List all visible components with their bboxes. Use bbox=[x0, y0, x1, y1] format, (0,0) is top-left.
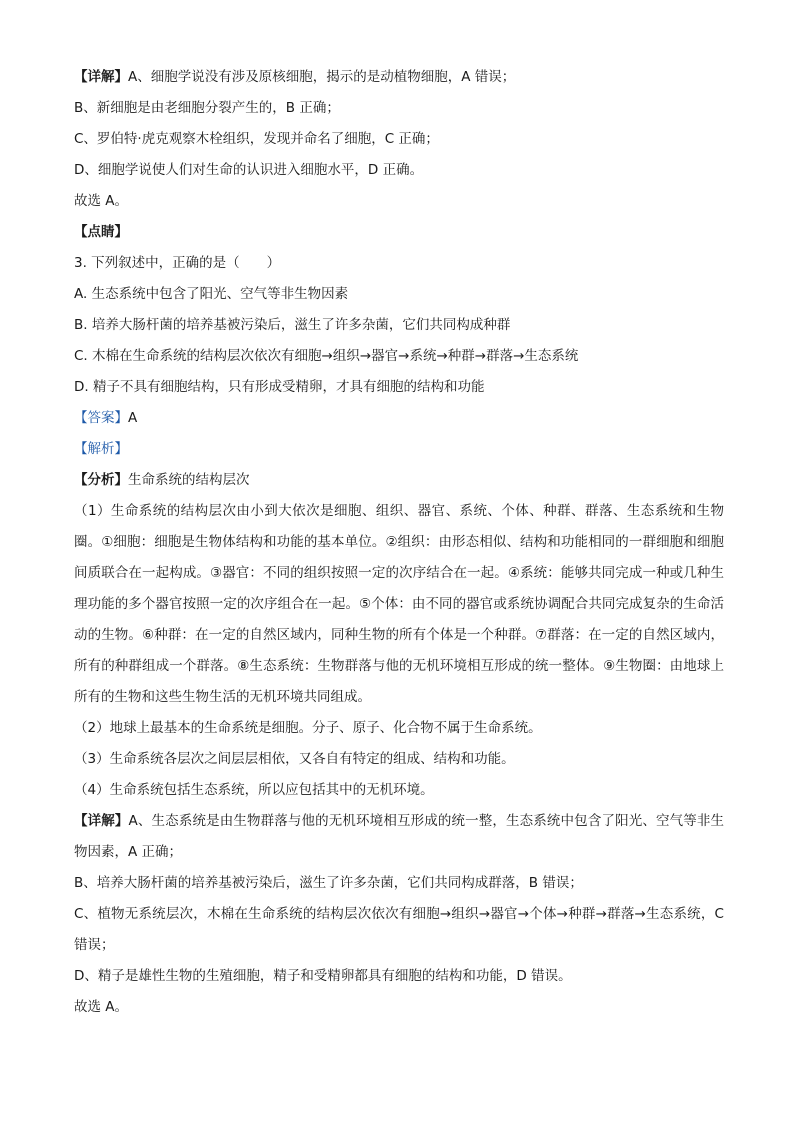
analysis-paragraph-1: （1）生命系统的结构层次由小到大依次是细胞、组织、器官、系统、个体、种群、群落、生态系统和生物圈。①细胞：细胞是生物体结构和功能的基本单位。②组织：由形态相似、结构和功能相同的一群细胞和细胞间质联合在一起构成。③器官：不同的组织按照一定的次序结合在一起。④系统：能够共同完成一种或几种生理功能的多个器官按照一定的次序组合在一起。⑤个体：由不同的器官或系统协调配合共同完成复杂的生命活动的生物。⑥种群：在一定的自然区域内，同种生物的所有个体是一个种群。⑦群落：在一定的自然区域内，所有的种群组成一个群落。⑧生态系统：生物群落与他的无机环境相互形成的统一整体。⑨生物圈：由地球上所有的生物和这些生物生活的无机环境共同组成。 bbox=[74, 503, 724, 705]
prev-detail-line-d: D、细胞学说使人们对生命的认识进入细胞水平，D 正确。 bbox=[74, 162, 424, 178]
detail-tag: 【详解】 bbox=[74, 813, 129, 829]
prev-detail-line-b: B、新细胞是由老细胞分裂产生的，B 正确； bbox=[74, 100, 340, 116]
question-option-c: C. 木棉在生命系统的结构层次依次有细胞→组织→器官→系统→种群→群落→生态系统 bbox=[74, 348, 579, 364]
question-option-d: D. 精子不具有细胞结构，只有形成受精卵，才具有细胞的结构和功能 bbox=[74, 379, 485, 395]
detail-line-c: C、植物无系统层次，木棉在生命系统的结构层次依次有细胞→组织→器官→个体→种群→群落→生态系统，C 错误； bbox=[74, 906, 724, 953]
analysis-paragraph-2: （2）地球上最基本的生命系统是细胞。分子、原子、化合物不属于生命系统。 bbox=[74, 720, 542, 736]
prev-detail-line-a bbox=[74, 62, 724, 93]
answer-tag: 【答案】 bbox=[74, 410, 128, 426]
analysis-paragraph-4: （4）生命系统包括生态系统，所以应包括其中的无机环境。 bbox=[74, 782, 434, 798]
analysis-title-line bbox=[74, 465, 724, 496]
prev-detail-text-a: A、细胞学说没有涉及原核细胞，揭示的是动植物细胞，A 错误； bbox=[128, 69, 516, 85]
analysis-heading: 【解析】 bbox=[74, 441, 128, 457]
comment-heading: 【点睛】 bbox=[74, 224, 128, 240]
analysis-tag: 【分析】 bbox=[74, 472, 128, 488]
question-option-b: B. 培养大肠杆菌的培养基被污染后，滋生了许多杂菌，它们共同构成种群 bbox=[74, 317, 511, 333]
analysis-title: 生命系统的结构层次 bbox=[128, 472, 250, 488]
detail-line-b: B、培养大肠杆菌的培养基被污染后，滋生了许多杂菌，它们共同构成群落，B 错误； bbox=[74, 875, 583, 891]
answer-line bbox=[74, 403, 724, 434]
detail-conclusion: 故选 A。 bbox=[74, 999, 129, 1015]
detail-line-a bbox=[74, 806, 724, 868]
detail-text-a: A、生态系统是由生物群落与他的无机环境相互形成的统一整，生态系统中包含了阳光、空气等非生物因素，A 正确； bbox=[74, 813, 725, 860]
prev-detail-conclusion: 故选 A。 bbox=[74, 193, 129, 209]
document-page bbox=[74, 62, 724, 1023]
prev-detail-line-c: C、罗伯特·虎克观察木栓组织，发现并命名了细胞，C 正确； bbox=[74, 131, 439, 147]
prev-detail-tag: 【详解】 bbox=[74, 69, 128, 85]
question-option-a: A. 生态系统中包含了阳光、空气等非生物因素 bbox=[74, 286, 349, 302]
detail-line-d: D、精子是雄性生物的生殖细胞，精子和受精卵都具有细胞的结构和功能，D 错误。 bbox=[74, 968, 572, 984]
answer-value: A bbox=[128, 410, 138, 426]
question-stem: 3. 下列叙述中，正确的是（ ） bbox=[74, 255, 281, 271]
analysis-paragraph-3: （3）生命系统各层次之间层层相依，又各自有特定的组成、结构和功能。 bbox=[74, 751, 515, 767]
